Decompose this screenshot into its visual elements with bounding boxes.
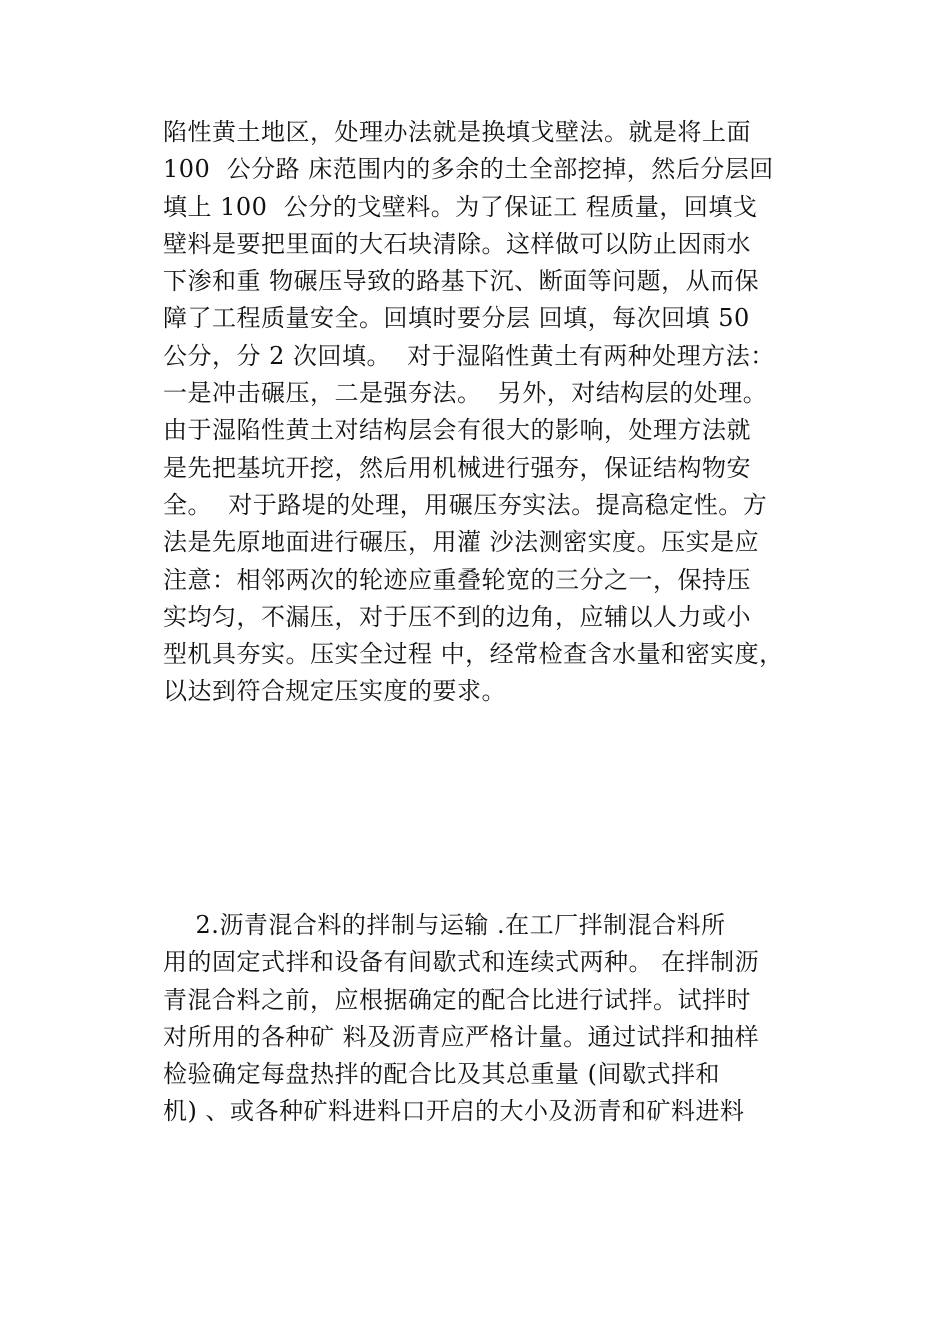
- text-line: 一是冲击碾压，二是强夯法。 另外，对结构层的处理。: [163, 379, 768, 408]
- text-line: 陷性黄土地区，处理办法就是换填戈壁法。就是将上面: [163, 118, 751, 146]
- text-line: 型机具夯实。压实全过程 中，经常检查含水量和密实度，: [163, 640, 784, 669]
- text-line: 以达到符合规定压实度的要求。: [163, 677, 506, 706]
- text-line: 2.沥青混合料的拌制与运输 .在工厂拌制混合料所: [163, 911, 726, 939]
- text-line: 青混合料之前，应根据确定的配合比进行试拌。试拌时: [163, 985, 751, 1014]
- paragraph-2: [163, 907, 813, 1131]
- text-line: 障了工程质量安全。回填时要分层 回填，每次回填 50: [163, 304, 750, 333]
- text-line: 是先把基坑开挖，然后用机械进行强夯，保证结构物安: [163, 453, 751, 482]
- text-line: 壁料是要把里面的大石块清除。这样做可以防止因雨水: [163, 229, 751, 258]
- text-line: 用的固定式拌和设备有间歇式和连续式两种。 在拌制沥: [163, 948, 760, 977]
- text-line: 由于湿陷性黄土对结构层会有很大的影响，处理方法就: [163, 416, 751, 445]
- text-line: 公分，分 2 次回填。 对于湿陷性黄土有两种处理方法：: [163, 341, 775, 370]
- text-line: 检验确定每盘热拌的配合比及其总重量 (间歇式拌和: [163, 1060, 720, 1089]
- text-line: 全。 对于路堤的处理，用碾压夯实法。提高稳定性。方: [163, 490, 768, 519]
- text-line: 实均匀，不漏压，对于压不到的边角，应辅以人力或小: [163, 602, 751, 631]
- text-line: 法是先原地面进行碾压，用灌 沙法测密实度。压实是应: [163, 528, 760, 557]
- text-line: 下渗和重 物碾压导致的路基下沉、断面等问题，从而保: [163, 267, 760, 296]
- paragraph-1: [163, 114, 813, 711]
- text-line: 100 公分路 床范围内的多余的土全部挖掉，然后分层回: [163, 155, 774, 184]
- text-line: 填上 100 公分的戈壁料。为了保证工 程质量，回填戈: [163, 192, 758, 221]
- text-line: 对所用的各种矿 料及沥青应严格计量。通过试拌和抽样: [163, 1022, 760, 1051]
- text-line: 机) 、或各种矿料进料口开启的大小及沥青和矿料进料: [163, 1097, 745, 1126]
- text-line: 注意：相邻两次的轮迹应重叠轮宽的三分之一，保持压: [163, 565, 751, 594]
